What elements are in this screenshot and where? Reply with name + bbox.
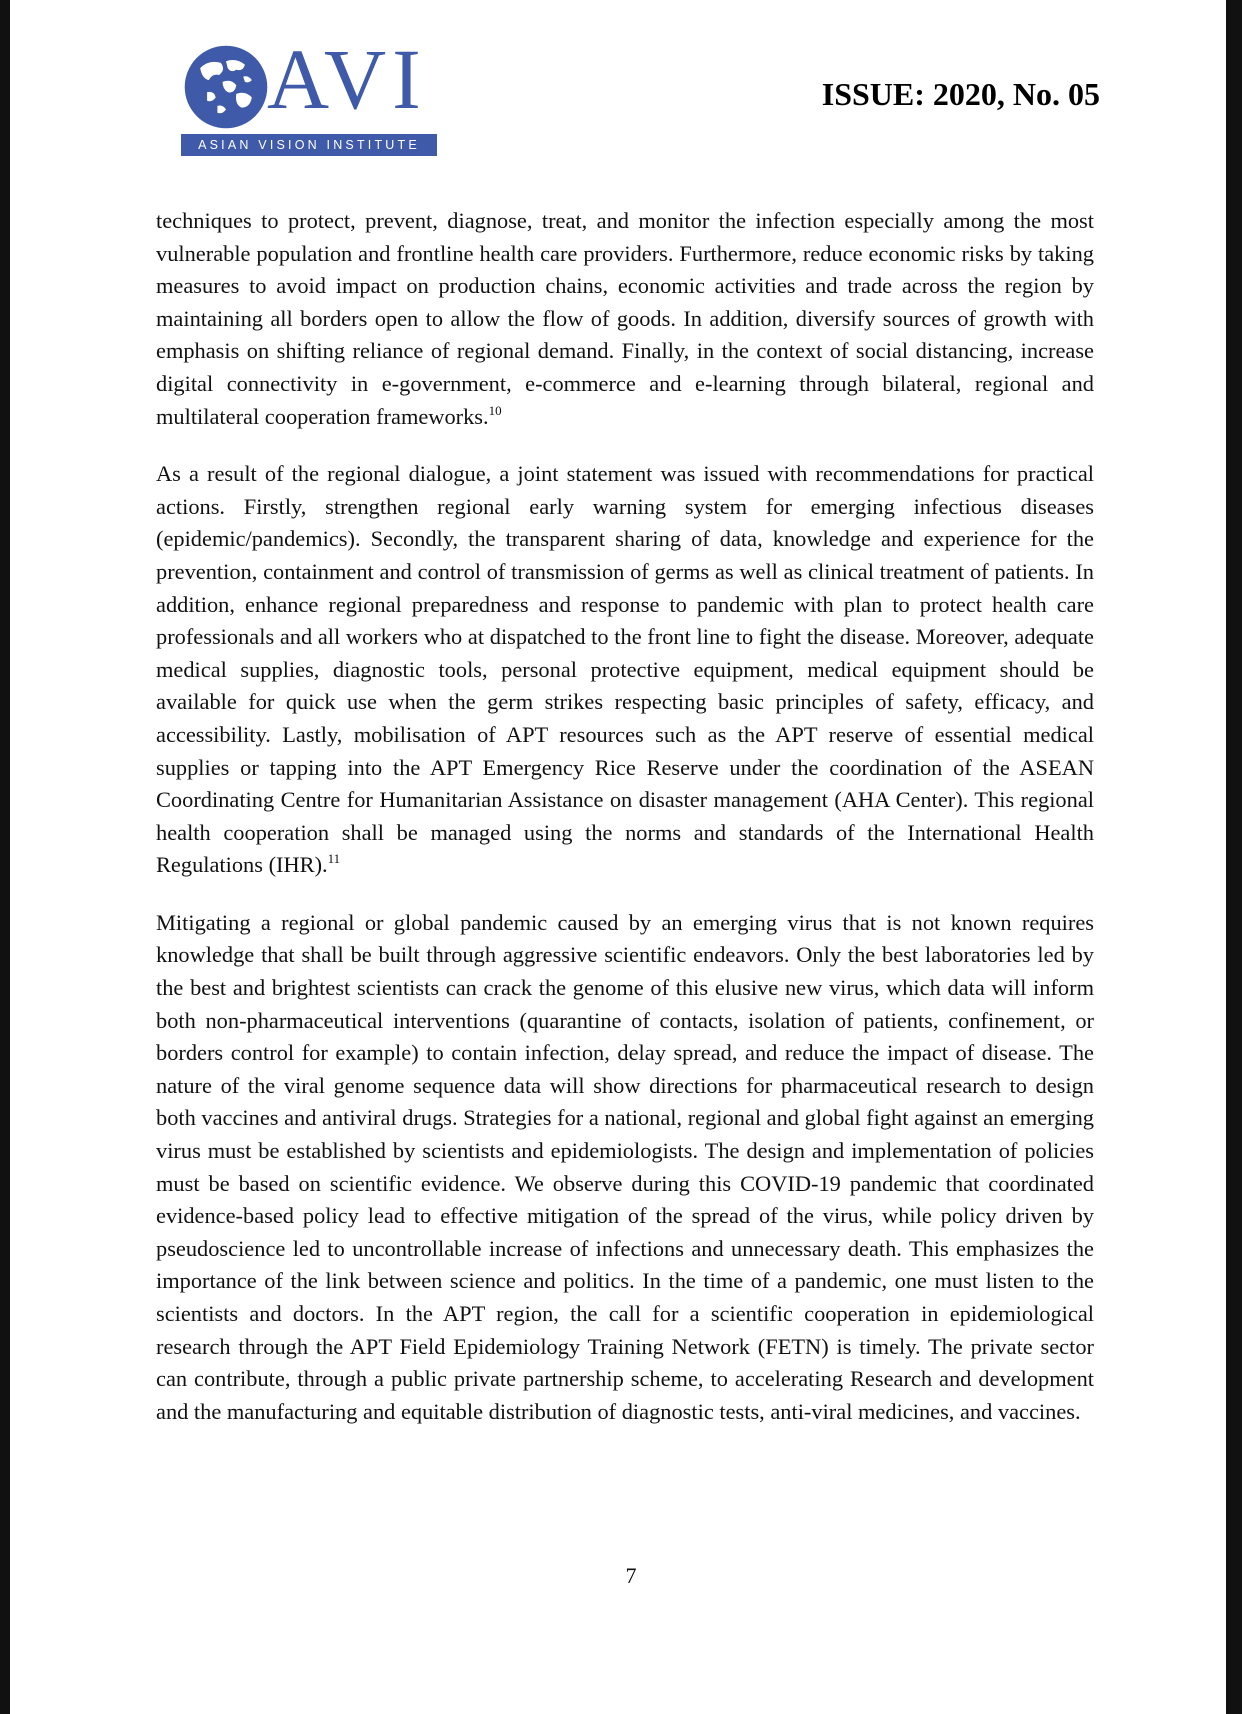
avi-logo [171,31,439,160]
globe-icon [183,44,269,130]
paragraph-text: As a result of the regional dialogue, a joint statement was issued with recommendations for practical actions. Firstly, strengthen regional early warning system for emerging infectious diseases (epidemic/pandemics). Secondly, the transparent sharing of data, knowledge and experience for the prevention, containment and control of transmission of germs as well as clinical treatment of patients. In addition, enhance regional preparedness and response to pandemic with plan to protect health care professionals and all workers who at dispatched to the front line to fight the disease. Moreover, adequate medical supplies, diagnostic tools, personal protective equipment, medical equipment should be available for quick use when the germ strikes respecting basic principles of safety, efficacy, and accessibility. Lastly, mobilisation of APT resources such as the APT reserve of essential medical supplies or tapping into the APT Emergency Rice Reserve under the coordination of the ASEAN Coordinating Centre for Humanitarian Assistance on disaster management (AHA Center). This regional health cooperation shall be managed using the norms and standards of the International Health Regulations (IHR). [156,461,1094,878]
paragraph-text: techniques to protect, prevent, diagnose, treat, and monitor the infection especially among the most vulnerable population and frontline health care providers. Furthermore, reduce economic risks by taking measures to avoid impact on production chains, economic activities and trade across the region by maintaining all borders open to allow the flow of goods. In addition, diversify sources of growth with emphasis on shifting reliance of regional demand. Finally, in the context of social distancing, increase digital connectivity in e-government, e-commerce and e-learning through bilateral, regional and multilateral cooperation frameworks. [156,208,1094,429]
paragraph [156,458,1094,882]
document-body [156,205,1094,1453]
logo-wordmark: AVI [267,31,427,127]
footnote-marker: 11 [327,851,341,867]
footnote-marker: 10 [488,402,502,418]
page-number: 7 [625,1563,637,1588]
document-page [10,0,1226,1714]
issue-label: ISSUE: 2020, No. 05 [821,76,1100,112]
paragraph [156,205,1094,433]
paragraph [156,907,1094,1429]
logo-tagline: ASIAN VISION INSTITUTE [181,134,437,156]
paragraph-text: Mitigating a regional or global pandemic caused by an emerging virus that is not known requires knowledge that shall be built through aggressive scientific endeavors. Only the best laboratories led by the best and brightest scientists can crack the genome of this elusive new virus, which data will inform both non-pharmaceutical interventions (quarantine of contacts, isolation of patients, confinement, or borders control for example) to contain infection, delay spread, and reduce the impact of disease. The nature of the viral genome sequence data will show directions for pharmaceutical research to design both vaccines and antiviral drugs. Strategies for a national, regional and global fight against an emerging virus must be established by scientists and epidemiologists. The design and implementation of policies must be based on scientific evidence. We observe during this COVID-19 pandemic that coordinated evidence-based policy lead to effective mitigation of the spread of the virus, while policy driven by pseudoscience led to uncontrollable increase of infections and unnecessary death. This emphasizes the importance of the link between science and politics. In the time of a pandemic, one must listen to the scientists and doctors. In the APT region, the call for a scientific cooperation in epidemiological research through the APT Field Epidemiology Training Network (FETN) is timely. The private sector can contribute, through a public private partnership scheme, to accelerating Research and development and the manufacturing and equitable distribution of diagnostic tests, anti-viral medicines, and vaccines. [156,909,1094,1424]
